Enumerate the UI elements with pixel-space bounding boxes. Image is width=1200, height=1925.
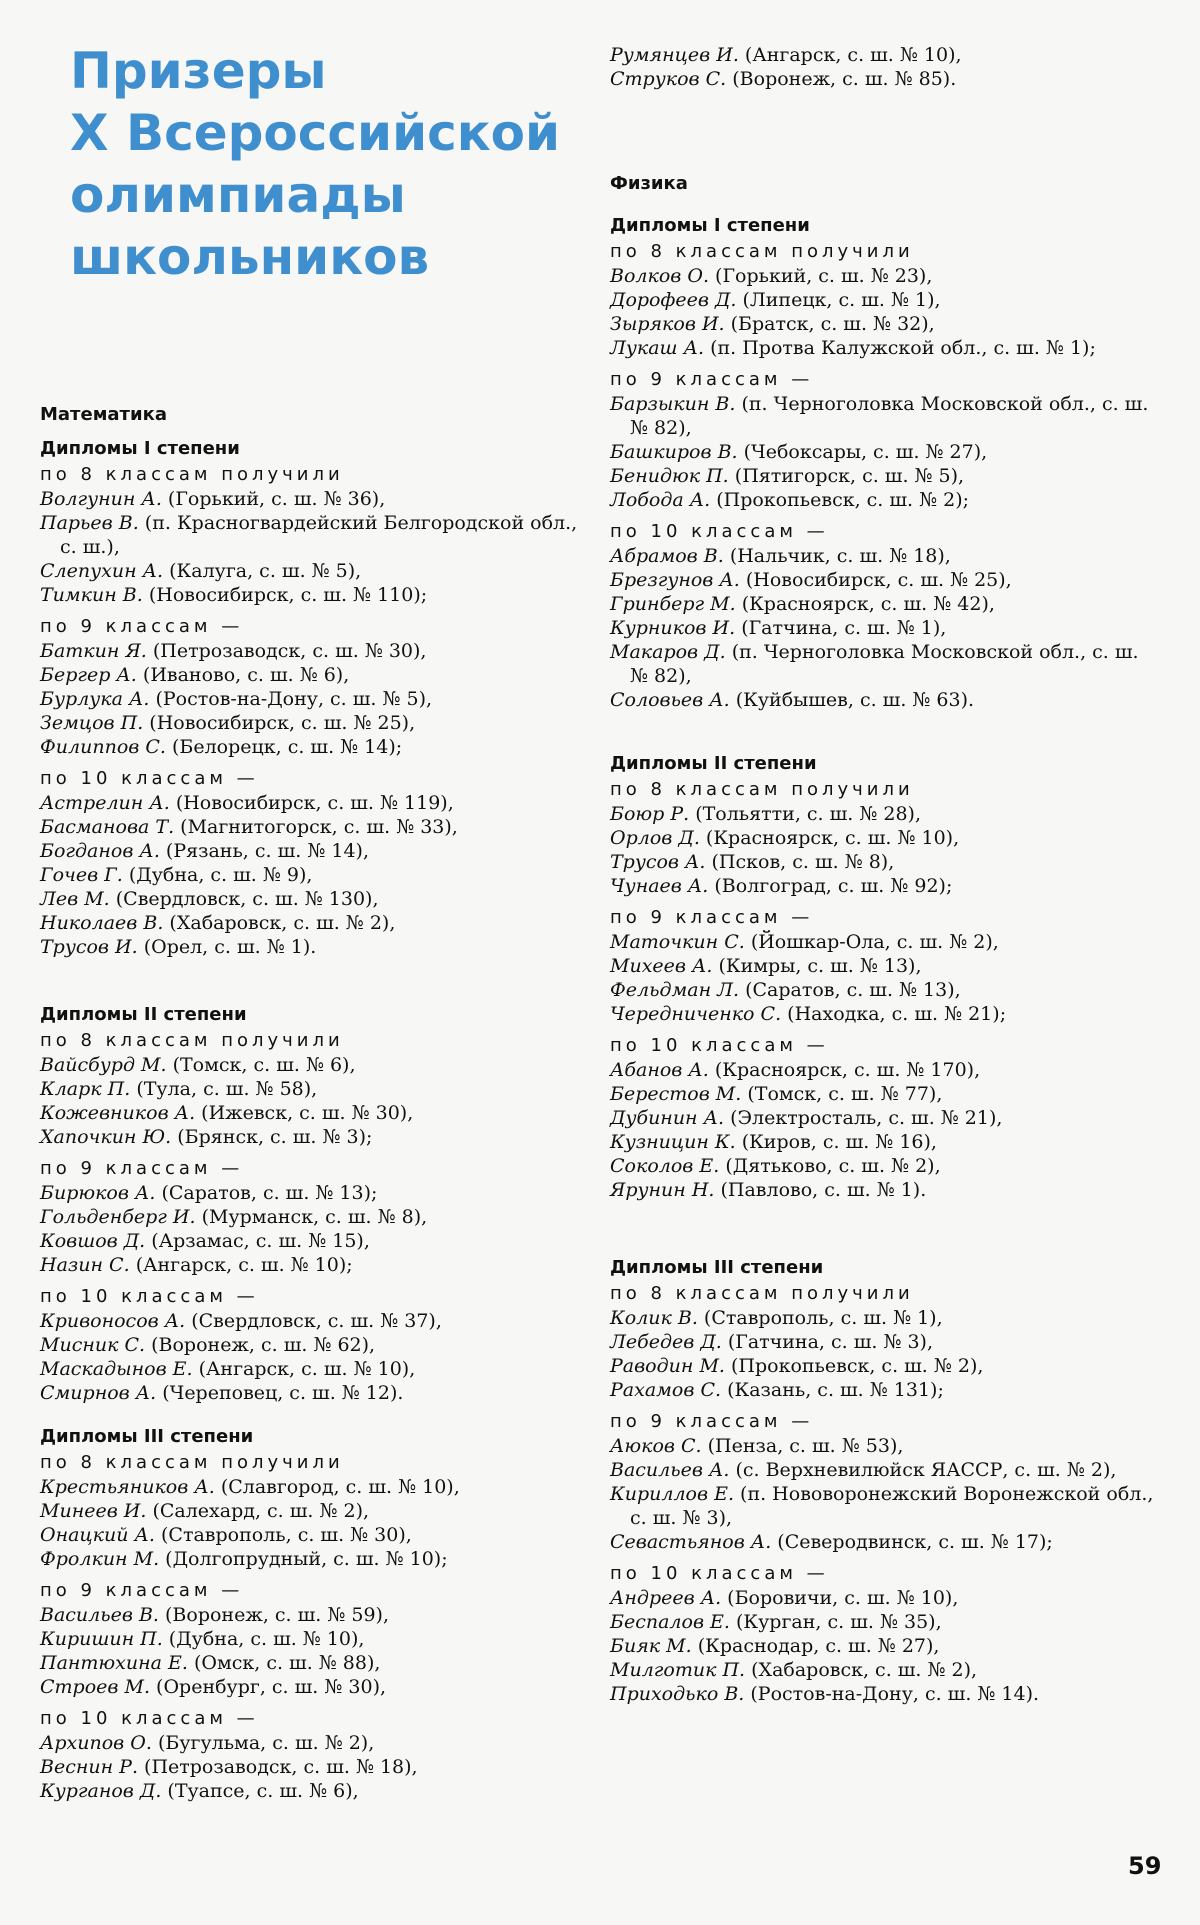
winner-school: (Пятигорск, с. ш. № 5),: [734, 465, 965, 487]
list-item: [40, 1779, 580, 1803]
winner-name: Вайсбурд М.: [40, 1054, 167, 1076]
winner-school: (Калуга, с. ш. № 5),: [169, 560, 362, 582]
winner-school: (п. Нововоронежский Воронежской обл., с. ш. № 3),: [630, 1483, 1154, 1529]
class-label: по 10 классам —: [610, 1563, 829, 1584]
list-item: [40, 1333, 580, 1357]
winner-school: (Киров, с. ш. № 16),: [741, 1131, 937, 1153]
list-item: [610, 1330, 1160, 1354]
list-item: [40, 1309, 580, 1333]
winner-school: (Прокопьевск, с. ш. № 2),: [730, 1355, 984, 1377]
winner-school: (Прокопьевск, с. ш. № 2);: [716, 489, 970, 511]
list-item: [40, 863, 580, 887]
winner-name: Земцов П.: [40, 712, 144, 734]
winner-name: Чунаев А.: [610, 875, 709, 897]
winner-name: Астрелин А.: [40, 792, 170, 814]
winner-school: (Тула, с. ш. № 58),: [136, 1078, 318, 1100]
list-item: [40, 1125, 580, 1149]
list-item: [40, 1523, 580, 1547]
winner-name: Смирнов А.: [40, 1382, 157, 1404]
list-item: [40, 911, 580, 935]
list-item: [610, 464, 1160, 488]
winner-school: (Томск, с. ш. № 77),: [747, 1083, 943, 1105]
winner-name: Абанов А.: [610, 1059, 709, 1081]
list-item: [610, 616, 1160, 640]
list-item: [610, 640, 1160, 688]
winner-school: (Саратов, с. ш. № 13);: [161, 1182, 378, 1204]
winner-name: Фролкин М.: [40, 1548, 160, 1570]
list-item: [40, 687, 580, 711]
winner-school: (Рязань, с. ш. № 14),: [165, 840, 369, 862]
winner-name: Минеев И.: [40, 1500, 147, 1522]
winner-name: Маскадынов Е.: [40, 1358, 193, 1380]
winner-name: Кожевников А.: [40, 1102, 196, 1124]
winner-name: Берестов М.: [610, 1083, 742, 1105]
list-item: [40, 1077, 580, 1101]
list-item: [610, 802, 1160, 826]
winner-name: Дорофеев Д.: [610, 289, 737, 311]
winner-name: Макаров Д.: [610, 641, 726, 663]
list-item: [40, 711, 580, 735]
list-item: [610, 826, 1160, 850]
winner-name: Раводин М.: [610, 1355, 725, 1377]
winner-name: Васильев А.: [610, 1459, 730, 1481]
list-item: [610, 688, 1160, 712]
winner-school: (Находка, с. ш. № 21);: [787, 1003, 1007, 1025]
list-item: [610, 1106, 1160, 1130]
winner-name: Васильев В.: [40, 1604, 159, 1626]
winner-name: Курников И.: [610, 617, 736, 639]
subject-heading: Математика: [40, 404, 167, 425]
winner-school: (Гатчина, с. ш. № 3),: [727, 1331, 934, 1353]
winner-school: (Славгород, с. ш. № 10),: [220, 1476, 460, 1498]
winner-school: (Северодвинск, с. ш. № 17);: [777, 1531, 1053, 1553]
winner-name: Бирюков А.: [40, 1182, 156, 1204]
winner-name: Волков О.: [610, 265, 709, 287]
list-item: [610, 954, 1160, 978]
winner-school: (Новосибирск, с. ш. № 25),: [745, 569, 1012, 591]
list-item: [610, 568, 1160, 592]
list-item: [610, 1530, 1160, 1554]
diploma-heading: Дипломы II степени: [610, 753, 817, 774]
list-item: [610, 592, 1160, 616]
list-item: [610, 1482, 1160, 1530]
list-item: [40, 735, 580, 759]
winner-name: Лобода А.: [610, 489, 711, 511]
winner-name: Дубинин А.: [610, 1107, 725, 1129]
class-label: по 8 классам получили: [610, 779, 914, 800]
winner-school: (Гатчина, с. ш. № 1),: [741, 617, 947, 639]
winner-name: Приходько В.: [610, 1683, 745, 1705]
winner-name: Соколов Е.: [610, 1155, 720, 1177]
winner-school: (с. Верхневилюйск ЯАССР, с. ш. № 2),: [735, 1459, 1117, 1481]
diploma-heading: Дипломы III степени: [610, 1257, 824, 1278]
winner-name: Гольденберг И.: [40, 1206, 196, 1228]
class-label: по 9 классам —: [610, 369, 814, 390]
winner-name: Бурлука А.: [40, 688, 150, 710]
list-item: [40, 1499, 580, 1523]
list-item: [610, 1434, 1160, 1458]
class-label: по 10 классам —: [40, 1708, 259, 1729]
list-item: [40, 511, 580, 559]
winner-school: (Красноярск, с. ш. № 42),: [741, 593, 995, 615]
list-item: [40, 1357, 580, 1381]
winner-name: Кривоносов А.: [40, 1310, 186, 1332]
winner-school: (Белорецк, с. ш. № 14);: [171, 736, 403, 758]
list-item: [610, 264, 1160, 288]
winner-name: Назин С.: [40, 1254, 130, 1276]
list-item: [610, 1458, 1160, 1482]
winner-school: (Дубна, с. ш. № 9),: [128, 864, 313, 886]
winner-name: Гринберг М.: [610, 593, 736, 615]
winner-name: Крестьяников А.: [40, 1476, 215, 1498]
list-item: [40, 1603, 580, 1627]
list-item: [610, 440, 1160, 464]
winner-school: (Туапсе, с. ш. № 6),: [167, 1780, 359, 1802]
winner-name: Бергер А.: [40, 664, 137, 686]
winner-name: Лукаш А.: [610, 337, 705, 359]
winner-name: Боюр Р.: [610, 803, 690, 825]
class-label: по 9 классам —: [40, 616, 244, 637]
winner-school: (Арзамас, с. ш. № 15),: [151, 1230, 370, 1252]
list-item: [40, 791, 580, 815]
winner-name: Орлов Д.: [610, 827, 700, 849]
winner-school: (Петрозаводск, с. ш. № 18),: [144, 1756, 418, 1778]
winner-name: Лебедев Д.: [610, 1331, 722, 1353]
winner-name: Басманова Т.: [40, 816, 175, 838]
class-label: по 10 классам —: [610, 521, 829, 542]
list-item: [610, 1082, 1160, 1106]
winner-name: Абрамов В.: [610, 545, 724, 567]
winner-name: Баткин Я.: [40, 640, 147, 662]
winner-name: Соловьев А.: [610, 689, 730, 711]
winner-school: (Оренбург, с. ш. № 30),: [156, 1676, 387, 1698]
winner-school: (Нальчик, с. ш. № 18),: [729, 545, 951, 567]
winner-name: Бенидюк П.: [610, 465, 729, 487]
class-label: по 9 классам —: [610, 1411, 814, 1432]
list-item: [40, 1651, 580, 1675]
winner-school: (Ангарск, с. ш. № 10),: [198, 1358, 416, 1380]
winner-name: Архипов О.: [40, 1732, 152, 1754]
winner-school: (Воронеж, с. ш. № 59),: [165, 1604, 390, 1626]
winner-name: Аюков С.: [610, 1435, 702, 1457]
winner-name: Хапочкин Ю.: [40, 1126, 172, 1148]
page-number: 59: [1128, 1852, 1162, 1880]
winner-school: (Мурманск, с. ш. № 8),: [201, 1206, 428, 1228]
winner-school: (п. Черноголовка Московской обл., с. ш. № 82),: [630, 393, 1149, 439]
list-item: [610, 1130, 1160, 1154]
winner-school: (п. Красногвардейский Белгородской обл., с. ш.),: [60, 512, 578, 558]
winner-school: (Казань, с. ш. № 131);: [727, 1379, 944, 1401]
winner-school: (п. Черноголовка Московской обл., с. ш. № 82),: [630, 641, 1139, 687]
page-title: [70, 40, 570, 288]
winner-name: Ярунин Н.: [610, 1179, 715, 1201]
title-line: Х Всероссийской: [70, 104, 561, 162]
winner-school: (Йошкар-Ола, с. ш. № 2),: [750, 931, 999, 953]
winner-school: (Орел, с. ш. № 1).: [143, 936, 317, 958]
winner-school: (Дубна, с. ш. № 10),: [168, 1628, 365, 1650]
winner-school: (Хабаровск, с. ш. № 2),: [169, 912, 396, 934]
winner-school: (Тольятти, с. ш. № 28),: [695, 803, 922, 825]
list-item: [610, 1002, 1160, 1026]
winner-school: (Ижевск, с. ш. № 30),: [201, 1102, 414, 1124]
winner-name: Беспалов Е.: [610, 1611, 730, 1633]
list-item: [40, 559, 580, 583]
math-section: [40, 403, 580, 427]
winner-school: (Магнитогорск, с. ш. № 33),: [180, 816, 458, 838]
winner-school: (Волгоград, с. ш. № 92);: [714, 875, 953, 897]
list-item: [40, 1755, 580, 1779]
list-item: [610, 288, 1160, 312]
list-item: [610, 488, 1160, 512]
list-item: [610, 312, 1160, 336]
winner-school: (Новосибирск, с. ш. № 119),: [175, 792, 454, 814]
list-item: [610, 1682, 1160, 1706]
winner-school: (Курган, с. ш. № 35),: [736, 1611, 942, 1633]
winner-school: (Долгопрудный, с. ш. № 10);: [165, 1548, 448, 1570]
diploma-heading: Дипломы I степени: [610, 215, 810, 236]
list-item: [40, 583, 580, 607]
list-item: [40, 1053, 580, 1077]
winner-school: (Чебоксары, с. ш. № 27),: [743, 441, 988, 463]
physics-diploma-2: [610, 752, 1160, 1202]
class-label: по 9 классам —: [40, 1580, 244, 1601]
winner-school: (Череповец, с. ш. № 12).: [162, 1382, 404, 1404]
math-continuation: [610, 43, 1160, 91]
class-label: по 8 классам получили: [40, 1452, 344, 1473]
list-item: [40, 815, 580, 839]
list-item: [40, 487, 580, 511]
winner-name: Слепухин А.: [40, 560, 164, 582]
winner-name: Волгунин А.: [40, 488, 162, 510]
list-item: [610, 1058, 1160, 1082]
list-item: [610, 336, 1160, 360]
list-item: [40, 1547, 580, 1571]
winner-school: (Ростов-на-Дону, с. ш. № 14).: [750, 1683, 1040, 1705]
winner-school: (Саратов, с. ш. № 13),: [745, 979, 961, 1001]
winner-school: (Горький, с. ш. № 23),: [715, 265, 933, 287]
list-item: [40, 1475, 580, 1499]
class-label: по 10 классам —: [40, 768, 259, 789]
winner-name: Курганов Д.: [40, 1780, 162, 1802]
winner-name: Мисник С.: [40, 1334, 146, 1356]
list-item: [40, 1229, 580, 1253]
winner-name: Струков С.: [610, 68, 727, 90]
subject-heading: Физика: [610, 173, 688, 194]
winner-name: Фельдман Л.: [610, 979, 740, 1001]
winner-name: Онацкий А.: [40, 1524, 155, 1546]
winner-school: (Ставрополь, с. ш. № 30),: [161, 1524, 412, 1546]
list-item: [610, 1154, 1160, 1178]
class-label: по 9 классам —: [40, 1158, 244, 1179]
diploma-heading: Дипломы III степени: [40, 1426, 254, 1447]
winner-name: Трусов А.: [610, 851, 706, 873]
list-item: [40, 639, 580, 663]
winner-name: Брезгунов А.: [610, 569, 740, 591]
winner-school: (Горький, с. ш. № 36),: [167, 488, 386, 510]
list-item: [610, 544, 1160, 568]
winner-school: (Томск, с. ш. № 6),: [172, 1054, 356, 1076]
winner-name: Маточкин С.: [610, 931, 745, 953]
winner-school: (Воронеж, с. ш. № 85).: [732, 68, 957, 90]
list-item: [610, 1354, 1160, 1378]
winner-name: Гочев Г.: [40, 864, 123, 886]
class-label: по 8 классам получили: [610, 1283, 914, 1304]
class-label: по 8 классам получили: [40, 464, 344, 485]
winner-school: (Дятьково, с. ш. № 2),: [725, 1155, 941, 1177]
winner-name: Кузницин К.: [610, 1131, 736, 1153]
winner-name: Богданов А.: [40, 840, 160, 862]
winner-school: (Свердловск, с. ш. № 130),: [115, 888, 379, 910]
winner-name: Михеев А.: [610, 955, 713, 977]
winner-school: (Ангарск, с. ш. № 10),: [744, 44, 962, 66]
winner-name: Башкиров В.: [610, 441, 738, 463]
list-item: [40, 1627, 580, 1651]
winner-name: Бияк М.: [610, 1635, 692, 1657]
title-line: школьников: [70, 228, 430, 286]
winner-name: Веснин Р.: [40, 1756, 138, 1778]
winner-school: (Электросталь, с. ш. № 21),: [730, 1107, 1003, 1129]
winner-school: (Хабаровск, с. ш. № 2),: [751, 1659, 978, 1681]
list-item: [40, 663, 580, 687]
class-label: по 8 классам получили: [610, 241, 914, 262]
winner-name: Кларк П.: [40, 1078, 131, 1100]
winner-school: (п. Протва Калужской обл., с. ш. № 1);: [710, 337, 1096, 359]
list-item: [40, 1101, 580, 1125]
list-item: [610, 1610, 1160, 1634]
winner-name: Филиппов С.: [40, 736, 166, 758]
winner-name: Чередниченко С.: [610, 1003, 782, 1025]
diploma-heading: Дипломы I степени: [40, 438, 240, 459]
winner-name: Румянцев И.: [610, 44, 739, 66]
list-item: [40, 1381, 580, 1405]
winner-school: (Павлово, с. ш. № 1).: [720, 1179, 927, 1201]
list-item: [610, 850, 1160, 874]
class-label: по 9 классам —: [610, 907, 814, 928]
winner-school: (Брянск, с. ш. № 3);: [177, 1126, 373, 1148]
winner-name: Севастьянов А.: [610, 1531, 772, 1553]
winner-school: (Ангарск, с. ш. № 10);: [135, 1254, 353, 1276]
physics-diploma-1: [610, 214, 1160, 712]
list-item: [610, 1658, 1160, 1682]
winner-name: Николаев В.: [40, 912, 164, 934]
list-item: [610, 392, 1160, 440]
winner-school: (Кимры, с. ш. № 13),: [718, 955, 922, 977]
winner-school: (Ростов-на-Дону, с. ш. № 5),: [155, 688, 433, 710]
title-line: Призеры: [70, 42, 327, 100]
list-item: [610, 874, 1160, 898]
winner-school: (Куйбышев, с. ш. № 63).: [735, 689, 975, 711]
list-item: [610, 1178, 1160, 1202]
winner-name: Лев М.: [40, 888, 110, 910]
winner-name: Милготик П.: [610, 1659, 746, 1681]
winner-name: Барзыкин В.: [610, 393, 736, 415]
list-item: [40, 935, 580, 959]
list-item: [610, 1634, 1160, 1658]
class-label: по 10 классам —: [40, 1286, 259, 1307]
winner-school: (Омск, с. ш. № 88),: [193, 1652, 381, 1674]
winner-name: Андреев А.: [610, 1587, 722, 1609]
winner-name: Кириллов Е.: [610, 1483, 734, 1505]
winner-school: (Псков, с. ш. № 8),: [711, 851, 895, 873]
winner-school: (Петрозаводск, с. ш. № 30),: [152, 640, 427, 662]
class-label: по 10 классам —: [610, 1035, 829, 1056]
winner-name: Ковшов Д.: [40, 1230, 146, 1252]
winner-name: Рахамов С.: [610, 1379, 722, 1401]
winner-school: (Боровичи, с. ш. № 10),: [727, 1587, 959, 1609]
list-item: [40, 1675, 580, 1699]
winner-school: (Пенза, с. ш. № 53),: [707, 1435, 904, 1457]
winner-school: (Бугульма, с. ш. № 2),: [157, 1732, 375, 1754]
winner-name: Пантюхина Е.: [40, 1652, 188, 1674]
math-diploma-1: [40, 437, 580, 959]
list-item: [40, 1205, 580, 1229]
list-item: [610, 67, 1160, 91]
winner-school: (Салехард, с. ш. № 2),: [152, 1500, 370, 1522]
winner-name: Парьев В.: [40, 512, 139, 534]
winner-school: (Липецк, с. ш. № 1),: [742, 289, 941, 311]
winner-name: Колик В.: [610, 1307, 698, 1329]
list-item: [40, 887, 580, 911]
physics-section: [610, 172, 1160, 196]
physics-diploma-3: [610, 1256, 1160, 1706]
title-line: олимпиады: [70, 166, 406, 224]
winner-school: (Красноярск, с. ш. № 10),: [705, 827, 960, 849]
list-item: [610, 1586, 1160, 1610]
winner-school: (Братск, с. ш. № 32),: [730, 313, 935, 335]
winner-name: Трусов И.: [40, 936, 138, 958]
list-item: [610, 1378, 1160, 1402]
math-diploma-3: [40, 1425, 580, 1803]
list-item: [610, 1306, 1160, 1330]
winner-name: Строев М.: [40, 1676, 150, 1698]
winner-school: (Свердловск, с. ш. № 37),: [191, 1310, 442, 1332]
diploma-heading: Дипломы II степени: [40, 1004, 247, 1025]
list-item: [40, 839, 580, 863]
winner-school: (Воронеж, с. ш. № 62),: [151, 1334, 376, 1356]
list-item: [610, 930, 1160, 954]
list-item: [40, 1253, 580, 1277]
list-item: [40, 1181, 580, 1205]
winner-school: (Иваново, с. ш. № 6),: [142, 664, 350, 686]
class-label: по 8 классам получили: [40, 1030, 344, 1051]
winner-school: (Красноярск, с. ш. № 170),: [714, 1059, 981, 1081]
math-diploma-2: [40, 1003, 580, 1405]
list-item: [610, 978, 1160, 1002]
winner-school: (Новосибирск, с. ш. № 110);: [148, 584, 428, 606]
winner-school: (Новосибирск, с. ш. № 25),: [149, 712, 416, 734]
winner-name: Зыряков И.: [610, 313, 725, 335]
winner-school: (Краснодар, с. ш. № 27),: [697, 1635, 940, 1657]
winner-name: Тимкин В.: [40, 584, 143, 606]
list-item: [610, 43, 1160, 67]
winner-name: Киришин П.: [40, 1628, 163, 1650]
list-item: [40, 1731, 580, 1755]
winner-school: (Ставрополь, с. ш. № 1),: [703, 1307, 943, 1329]
